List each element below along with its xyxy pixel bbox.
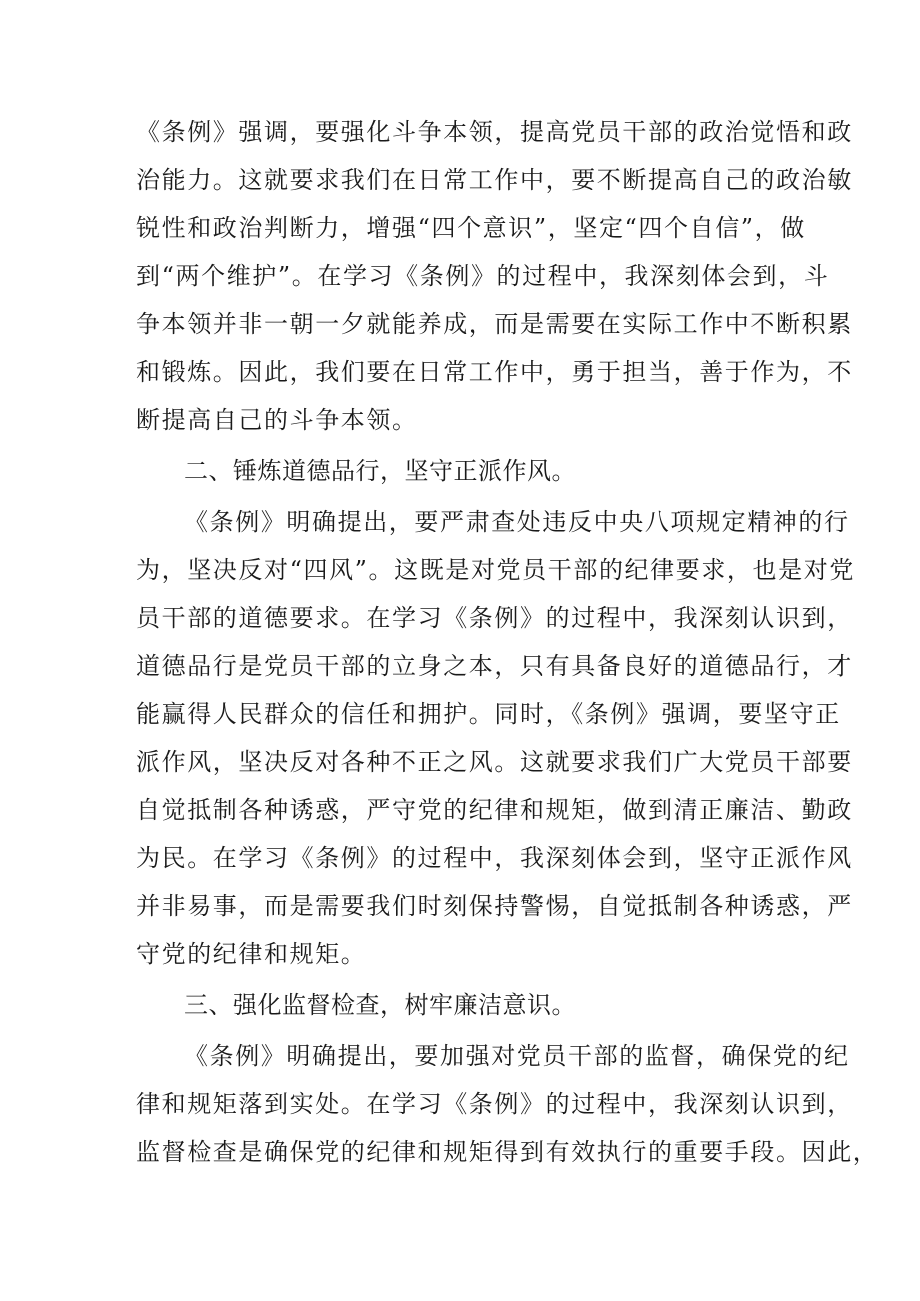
paragraph-line: 锐性和政治判断力，增强“四个意识”，坚定“四个自信”，做 — [136, 214, 806, 242]
section-heading-2: 二、锤炼道德品行，坚守正派作风。 — [184, 457, 576, 485]
paragraph-line: 《条例》强调，要强化斗争本领，提高党员干部的政治觉悟和政 — [136, 118, 853, 146]
paragraph-line: 为民。在学习《条例》的过程中，我深刻体会到，坚守正派作风 — [136, 844, 853, 872]
paragraph-line: 监督检查是确保党的纪律和规矩得到有效执行的重要手段。因此， — [136, 1138, 879, 1166]
paragraph-line: 自觉抵制各种诱惑，严守党的纪律和规矩，做到清正廉洁、勤政 — [136, 796, 853, 824]
paragraph-line: 到“两个维护”。在学习《条例》的过程中，我深刻体会到，斗 — [136, 262, 830, 290]
paragraph-line: 《条例》明确提出，要加强对党员干部的监督，确保党的纪 — [184, 1042, 850, 1070]
paragraph-line: 为，坚决反对“四风”。这既是对党员干部的纪律要求，也是对党 — [136, 556, 855, 584]
paragraph-line: 断提高自己的斗争本领。 — [136, 406, 418, 434]
paragraph-line: 并非易事，而是需要我们时刻保持警惕，自觉抵制各种诱惑，严 — [136, 892, 853, 920]
paragraph-line: 守党的纪律和规矩。 — [136, 940, 367, 968]
paragraph-line: 治能力。这就要求我们在日常工作中，要不断提高自己的政治敏 — [136, 166, 853, 194]
paragraph-line: 道德品行是党员干部的立身之本，只有具备良好的道德品行，才 — [136, 652, 853, 680]
section-heading-3: 三、强化监督检查，树牢廉洁意识。 — [184, 991, 576, 1019]
paragraph-line: 能赢得人民群众的信任和拥护。同时，《条例》强调，要坚守正 — [136, 700, 841, 728]
paragraph-line: 派作风，坚决反对各种不正之风。这就要求我们广大党员干部要 — [136, 748, 853, 776]
paragraph-line: 《条例》明确提出，要严肃查处违反中央八项规定精神的行 — [184, 508, 850, 536]
paragraph-line: 员干部的道德要求。在学习《条例》的过程中，我深刻认识到， — [136, 604, 853, 632]
paragraph-line: 争本领并非一朝一夕就能养成，而是需要在实际工作中不断积累 — [136, 310, 853, 338]
paragraph-line: 和锻炼。因此，我们要在日常工作中，勇于担当，善于作为，不 — [136, 358, 853, 386]
paragraph-line: 律和规矩落到实处。在学习《条例》的过程中，我深刻认识到， — [136, 1090, 853, 1118]
